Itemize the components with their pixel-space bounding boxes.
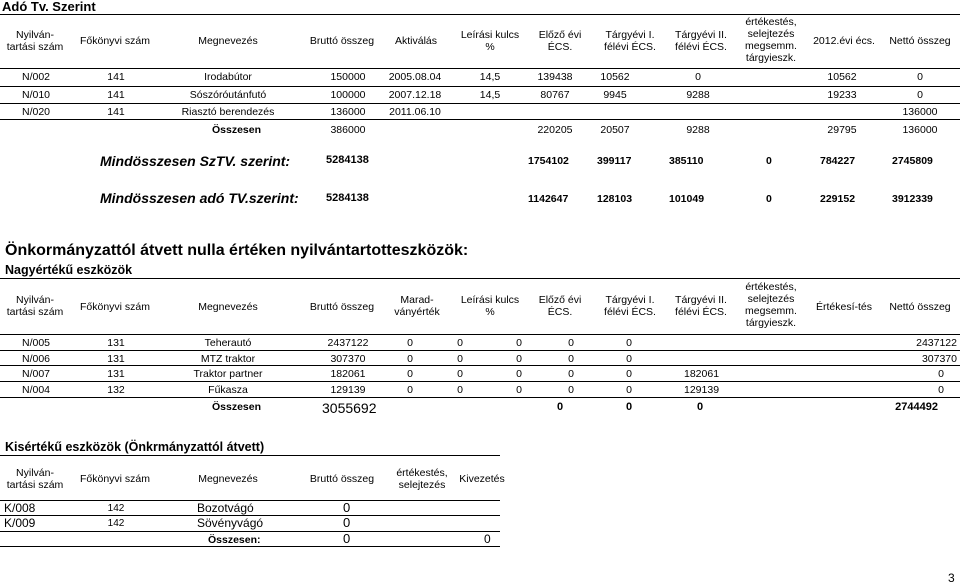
t2-header-felev1: Tárgyévi I. félévi ÉCS. xyxy=(604,294,656,319)
t2-header-ertekesites: értékestés, selejtezés megsemm. tárgyieszk. xyxy=(745,281,797,330)
t2-header-megnevezes: Megnevezés xyxy=(198,301,258,313)
page-title: Adó Tv. Szerint xyxy=(2,0,96,14)
summary-ado-label: Mindösszesen adó TV.szerint: xyxy=(100,190,299,206)
t2-header-elozo-ecs: Előző évi ÉCS. xyxy=(538,294,582,319)
t1-header-nyilvantartasi: Nyilván- tartási szám xyxy=(6,29,64,54)
t3-header-brutto: Bruttó összeg xyxy=(309,473,375,485)
section-2-subtitle: Nagyértékű eszközök xyxy=(5,263,133,277)
t3-header-megnevezes: Megnevezés xyxy=(198,473,258,485)
t1-header-elozo-ecs: Előző évi ÉCS. xyxy=(538,29,582,54)
t3-header-nyilvantartasi: Nyilván- tartási szám xyxy=(6,467,64,492)
page-number: 3 xyxy=(948,571,955,585)
t3-header-ertekesites: értékestés, selejtezés xyxy=(396,467,448,492)
t2-header-nyilvantartasi: Nyilván- tartási szám xyxy=(6,294,64,319)
t3-header-kivezetes: Kivezetés xyxy=(459,473,505,485)
t1-header-megnevezes: Megnevezés xyxy=(198,35,258,47)
t2-header-leirasi-kulcs: Leírási kulcs % xyxy=(460,294,520,319)
t1-header-2012-ecs: 2012.évi écs. xyxy=(813,35,875,47)
t1-header-leirasi-kulcs: Leírási kulcs % xyxy=(460,29,520,54)
t2-header-netto: Nettó összeg xyxy=(889,301,951,313)
t1-header-felev1: Tárgyévi I. félévi ÉCS. xyxy=(604,29,656,54)
t2-header-brutto: Bruttó összeg xyxy=(309,301,375,313)
t2-header-fokonyvi: Főkönyvi szám xyxy=(79,301,151,313)
t2-header-ertekesites-2: Értékesí-tés xyxy=(815,301,873,313)
section-3-title: Kisértékű eszközök (Önkrmányzattól átvett) xyxy=(5,440,265,454)
t1-header-felev2: Tárgyévi II. félévi ÉCS. xyxy=(675,29,727,54)
t2-header-felev2: Tárgyévi II. félévi ÉCS. xyxy=(675,294,727,319)
t3-header-fokonyvi: Főkönyvi szám xyxy=(79,473,151,485)
t1-header-brutto: Bruttó összeg xyxy=(309,35,375,47)
t1-header-netto: Nettó összeg xyxy=(889,35,951,47)
t1-header-ertekesites: értékestés, selejtezés megsemm. tárgyieszk. xyxy=(745,16,797,65)
t2-header-maradvanyertek: Marad- ványérték xyxy=(394,294,440,319)
t1-header-aktivalas: Aktiválás xyxy=(394,35,437,47)
summary-sztv-label: Mindösszesen SzTV. szerint: xyxy=(100,153,291,169)
section-2-title: Önkormányzattól átvett nulla értéken nyilvántartotteszközök: xyxy=(5,242,469,259)
t1-header-fokonyvi: Főkönyvi szám xyxy=(79,35,151,47)
